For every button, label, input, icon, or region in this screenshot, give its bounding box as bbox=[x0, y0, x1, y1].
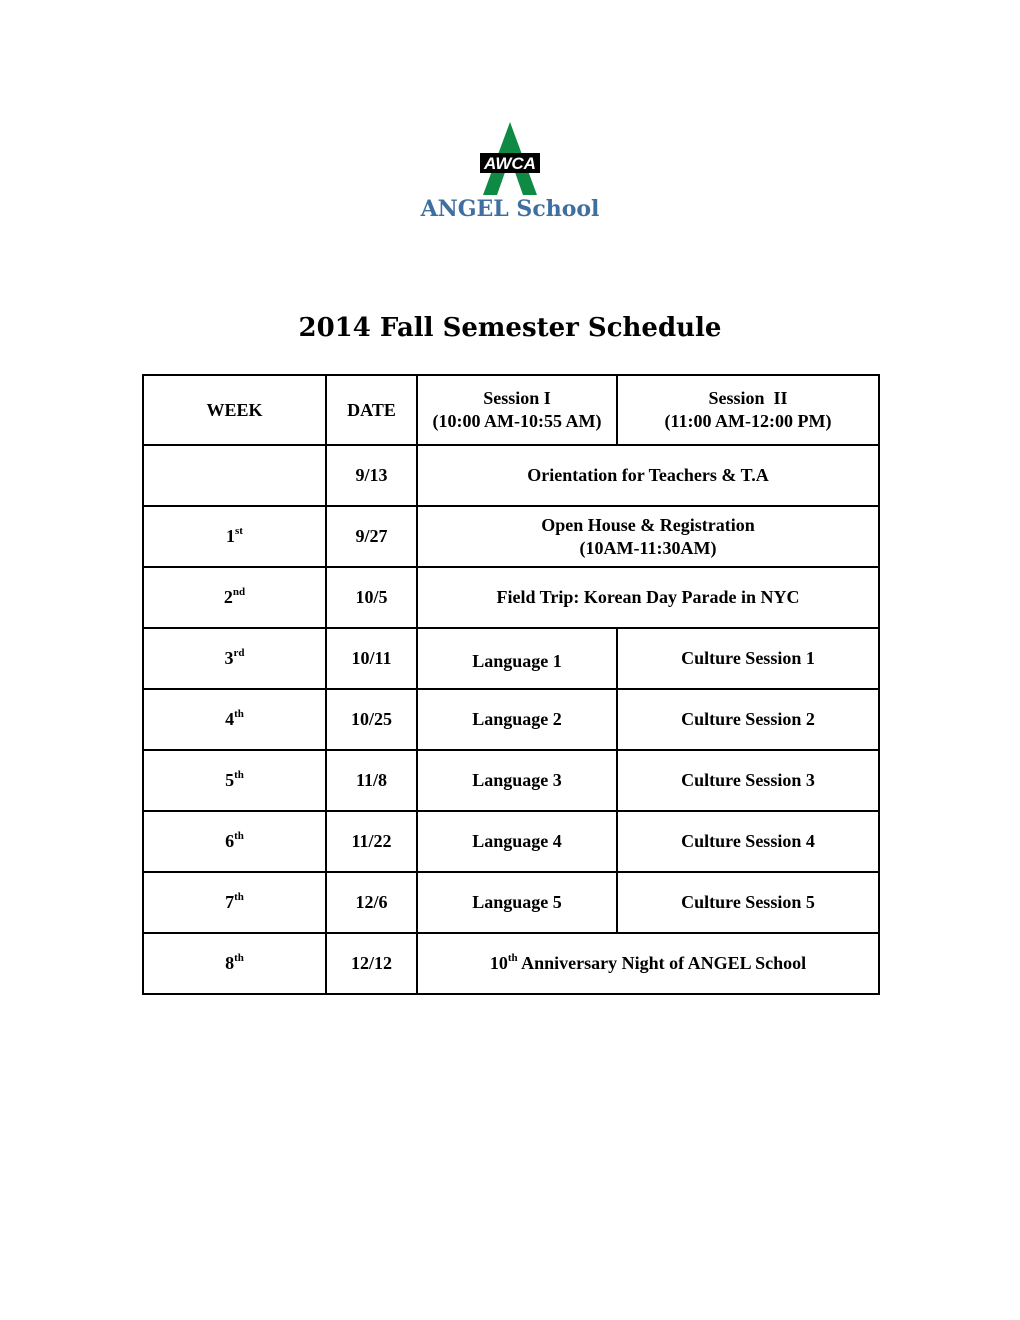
header-session-2 bbox=[617, 375, 879, 445]
week-cell: 5th bbox=[143, 750, 326, 811]
session-2-cell: Culture Session 5 bbox=[617, 872, 879, 933]
header-week: WEEK bbox=[143, 375, 326, 445]
event-text: Open House & Registration bbox=[541, 514, 755, 535]
week-cell bbox=[143, 445, 326, 506]
page-title: 2014 Fall Semester Schedule bbox=[298, 313, 722, 343]
schedule-table bbox=[142, 374, 880, 995]
week-cell: 6th bbox=[143, 811, 326, 872]
session-2-cell: Culture Session 4 bbox=[617, 811, 879, 872]
logo-text: AWCA bbox=[484, 154, 536, 173]
week-cell: 7th bbox=[143, 872, 326, 933]
event-cell: 10th Anniversary Night of ANGEL School bbox=[417, 933, 879, 994]
table-row bbox=[143, 567, 879, 628]
session-1-cell: Language 2 bbox=[417, 689, 617, 750]
event-subtext: (10AM-11:30AM) bbox=[579, 537, 717, 558]
session-1-time: (10:00 AM-10:55 AM) bbox=[432, 411, 602, 431]
date-cell: 9/27 bbox=[326, 506, 417, 567]
date-cell: 11/22 bbox=[326, 811, 417, 872]
table-row bbox=[143, 872, 879, 933]
table-row bbox=[143, 445, 879, 506]
week-cell: 3rd bbox=[143, 628, 326, 689]
session-2-name: Session II bbox=[708, 388, 788, 408]
date-cell: 10/5 bbox=[326, 567, 417, 628]
event-cell: Orientation for Teachers & T.A bbox=[417, 445, 879, 506]
date-cell: 12/12 bbox=[326, 933, 417, 994]
table-row bbox=[143, 933, 879, 994]
table-row bbox=[143, 689, 879, 750]
session-2-cell: Culture Session 3 bbox=[617, 750, 879, 811]
week-cell: 4th bbox=[143, 689, 326, 750]
session-1-name: Session I bbox=[483, 388, 551, 408]
event-cell bbox=[417, 506, 879, 567]
date-cell: 10/11 bbox=[326, 628, 417, 689]
table-row bbox=[143, 750, 879, 811]
week-cell: 1st bbox=[143, 506, 326, 567]
session-2-cell: Culture Session 1 bbox=[617, 628, 879, 689]
session-1-cell: Language 4 bbox=[417, 811, 617, 872]
session-2-cell: Culture Session 2 bbox=[617, 689, 879, 750]
date-cell: 10/25 bbox=[326, 689, 417, 750]
header-date: DATE bbox=[326, 375, 417, 445]
session-1-cell: Language 1 bbox=[417, 628, 617, 689]
table-row bbox=[143, 506, 879, 567]
date-cell: 12/6 bbox=[326, 872, 417, 933]
table-row bbox=[143, 811, 879, 872]
header-session-1 bbox=[417, 375, 617, 445]
week-cell: 2nd bbox=[143, 567, 326, 628]
session-2-time: (11:00 AM-12:00 PM) bbox=[664, 411, 832, 431]
date-cell: 11/8 bbox=[326, 750, 417, 811]
session-1-cell: Language 5 bbox=[417, 872, 617, 933]
school-name: ANGEL School bbox=[420, 196, 600, 222]
week-cell: 8th bbox=[143, 933, 326, 994]
event-cell: Field Trip: Korean Day Parade in NYC bbox=[417, 567, 879, 628]
table-header-row bbox=[143, 375, 879, 445]
awca-logo bbox=[470, 120, 550, 198]
date-cell: 9/13 bbox=[326, 445, 417, 506]
table-row bbox=[143, 628, 879, 689]
session-1-cell: Language 3 bbox=[417, 750, 617, 811]
